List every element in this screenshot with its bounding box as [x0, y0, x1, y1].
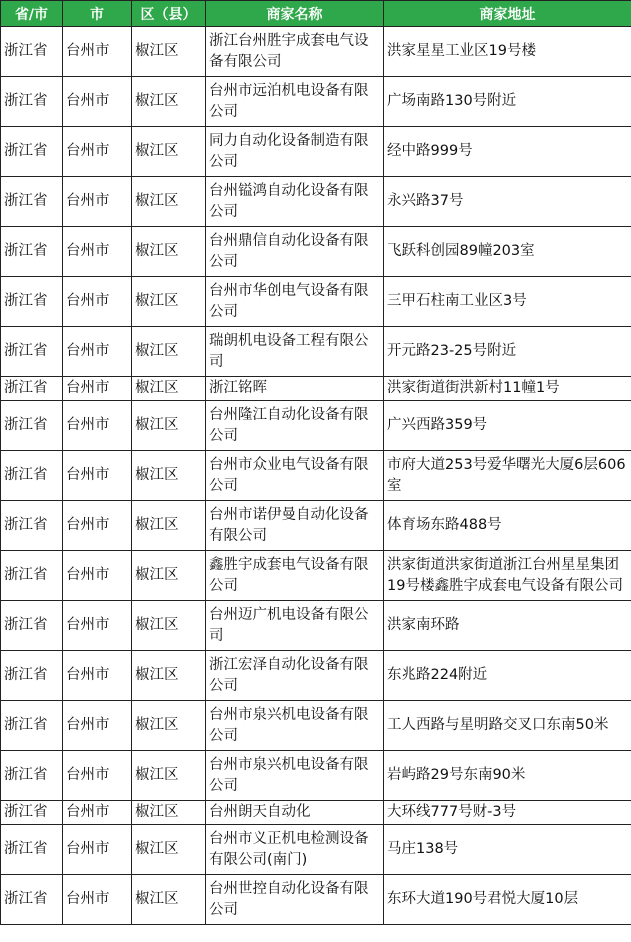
- merchant-address-cell: [384, 601, 631, 651]
- merchant-address-cell-text: 广兴西路359号: [387, 417, 488, 433]
- province-cell-text: 浙江省: [4, 93, 48, 109]
- province-cell-text: 浙江省: [4, 43, 48, 59]
- province-cell: [1, 825, 63, 875]
- merchant-name-cell: [206, 601, 384, 651]
- merchant-name-cell-text: 台州市华创电气设备有限公司: [209, 282, 369, 320]
- province-cell: [1, 27, 63, 77]
- district-cell-text: 椒江区: [135, 717, 179, 733]
- district-cell-text: 椒江区: [135, 43, 179, 59]
- header-row: [1, 1, 631, 27]
- merchant-name-cell: [206, 177, 384, 227]
- district-cell-text: 椒江区: [135, 343, 179, 359]
- header-merchant-name: 商家名称: [206, 1, 384, 27]
- province-cell: [1, 227, 63, 277]
- district-cell: [132, 801, 206, 825]
- merchant-address-cell-text: 东兆路224附近: [387, 667, 488, 683]
- city-cell: [63, 501, 132, 551]
- city-cell: [63, 601, 132, 651]
- province-cell-text: 浙江省: [4, 380, 48, 396]
- merchant-name-cell-text: 台州迈广机电设备有限公司: [209, 606, 369, 644]
- table-row: [1, 601, 631, 651]
- city-cell: [63, 825, 132, 875]
- merchant-name-cell: [206, 27, 384, 77]
- city-cell-text: 台州市: [66, 717, 110, 733]
- city-cell: [63, 401, 132, 451]
- merchant-name-cell-text: 鑫胜宇成套电气设备有限公司: [209, 556, 369, 594]
- province-cell: [1, 875, 63, 925]
- province-cell-text: 浙江省: [4, 804, 48, 820]
- header-province: 省/市: [1, 1, 63, 27]
- city-cell: [63, 127, 132, 177]
- district-cell-text: 椒江区: [135, 567, 179, 583]
- merchant-name-cell-text: 台州隆江自动化设备有限公司: [209, 406, 369, 444]
- merchant-name-cell: [206, 327, 384, 377]
- district-cell: [132, 327, 206, 377]
- header-district: 区（县）: [132, 1, 206, 27]
- merchant-address-cell-text: 工人西路与星明路交叉口东南50米: [387, 717, 609, 733]
- table-row: [1, 551, 631, 601]
- table-row: [1, 277, 631, 327]
- province-cell: [1, 651, 63, 701]
- merchant-address-cell: [384, 751, 631, 801]
- merchant-name-cell: [206, 801, 384, 825]
- table-row: [1, 651, 631, 701]
- merchant-name-cell-text: 台州世控自动化设备有限公司: [209, 880, 369, 918]
- province-cell-text: 浙江省: [4, 841, 48, 857]
- merchant-name-cell: [206, 127, 384, 177]
- district-cell: [132, 77, 206, 127]
- city-cell: [63, 875, 132, 925]
- table-row: [1, 501, 631, 551]
- district-cell-text: 椒江区: [135, 841, 179, 857]
- city-cell-text: 台州市: [66, 467, 110, 483]
- province-cell-text: 浙江省: [4, 667, 48, 683]
- merchant-address-cell: [384, 77, 631, 127]
- district-cell: [132, 751, 206, 801]
- city-cell-text: 台州市: [66, 193, 110, 209]
- merchant-address-cell-text: 东环大道190号君悦大厦10层: [387, 891, 579, 907]
- district-cell: [132, 277, 206, 327]
- merchant-address-cell-text: 飞跃科创园89幢203室: [387, 243, 535, 259]
- merchant-address-cell: [384, 177, 631, 227]
- city-cell: [63, 651, 132, 701]
- province-cell-text: 浙江省: [4, 293, 48, 309]
- merchant-address-cell: [384, 551, 631, 601]
- district-cell: [132, 825, 206, 875]
- city-cell-text: 台州市: [66, 517, 110, 533]
- province-cell-text: 浙江省: [4, 617, 48, 633]
- district-cell: [132, 177, 206, 227]
- table-row: [1, 801, 631, 825]
- merchant-address-cell: [384, 27, 631, 77]
- merchant-name-cell: [206, 701, 384, 751]
- header-merchant-address: 商家地址: [384, 1, 631, 27]
- province-cell-text: 浙江省: [4, 717, 48, 733]
- province-cell: [1, 601, 63, 651]
- province-cell: [1, 551, 63, 601]
- city-cell: [63, 177, 132, 227]
- district-cell-text: 椒江区: [135, 243, 179, 259]
- district-cell-text: 椒江区: [135, 193, 179, 209]
- merchant-address-cell-text: 市府大道253号爱华曙光大厦6层606室: [387, 456, 626, 494]
- city-cell: [63, 377, 132, 401]
- district-cell: [132, 701, 206, 751]
- province-cell: [1, 77, 63, 127]
- district-cell-text: 椒江区: [135, 804, 179, 820]
- merchant-address-cell-text: 永兴路37号: [387, 193, 464, 209]
- district-cell: [132, 27, 206, 77]
- province-cell: [1, 127, 63, 177]
- merchant-address-cell-text: 岩屿路29号东南90米: [387, 767, 526, 783]
- district-cell-text: 椒江区: [135, 467, 179, 483]
- merchant-name-cell-text: 台州朗天自动化: [209, 804, 311, 820]
- table-row: [1, 451, 631, 501]
- merchant-name-cell-text: 台州市义正机电检测设备有限公司(南门): [209, 830, 369, 868]
- province-cell: [1, 377, 63, 401]
- province-cell: [1, 751, 63, 801]
- merchant-address-cell: [384, 801, 631, 825]
- merchant-name-cell: [206, 825, 384, 875]
- province-cell-text: 浙江省: [4, 517, 48, 533]
- province-cell: [1, 451, 63, 501]
- merchant-address-cell-text: 洪家南环路: [387, 617, 460, 633]
- merchant-name-cell: [206, 377, 384, 401]
- merchant-address-cell: [384, 277, 631, 327]
- merchant-name-cell-text: 台州市泉兴机电设备有限公司: [209, 756, 369, 794]
- city-cell-text: 台州市: [66, 841, 110, 857]
- merchant-name-cell: [206, 501, 384, 551]
- province-cell-text: 浙江省: [4, 417, 48, 433]
- merchant-address-cell-text: 大环线777号财-3号: [387, 804, 517, 820]
- district-cell-text: 椒江区: [135, 767, 179, 783]
- merchant-address-cell: [384, 451, 631, 501]
- province-cell: [1, 177, 63, 227]
- table-row: [1, 825, 631, 875]
- city-cell: [63, 451, 132, 501]
- city-cell-text: 台州市: [66, 804, 110, 820]
- merchant-name-cell-text: 台州镒鸿自动化设备有限公司: [209, 182, 369, 220]
- table-row: [1, 27, 631, 77]
- district-cell: [132, 875, 206, 925]
- district-cell: [132, 227, 206, 277]
- city-cell: [63, 327, 132, 377]
- province-cell-text: 浙江省: [4, 567, 48, 583]
- merchant-name-cell-text: 台州市远泊机电设备有限公司: [209, 82, 369, 120]
- city-cell-text: 台州市: [66, 667, 110, 683]
- district-cell: [132, 501, 206, 551]
- province-cell-text: 浙江省: [4, 767, 48, 783]
- merchant-address-cell: [384, 377, 631, 401]
- merchant-address-cell-text: 体育场东路488号: [387, 517, 502, 533]
- merchant-name-cell-text: 浙江台州胜宇成套电气设备有限公司: [209, 32, 369, 70]
- merchant-name-cell-text: 瑞朗机电设备工程有限公司: [209, 332, 369, 370]
- merchant-name-cell: [206, 77, 384, 127]
- province-cell: [1, 277, 63, 327]
- table-row: [1, 751, 631, 801]
- city-cell: [63, 551, 132, 601]
- city-cell-text: 台州市: [66, 43, 110, 59]
- merchant-address-cell-text: 三甲石柱南工业区3号: [387, 293, 527, 309]
- merchant-address-cell-text: 洪家星星工业区19号楼: [387, 43, 536, 59]
- table-row: [1, 327, 631, 377]
- district-cell: [132, 551, 206, 601]
- city-cell-text: 台州市: [66, 380, 110, 396]
- district-cell-text: 椒江区: [135, 93, 179, 109]
- merchant-address-cell: [384, 651, 631, 701]
- city-cell: [63, 701, 132, 751]
- province-cell: [1, 401, 63, 451]
- merchant-name-cell: [206, 227, 384, 277]
- province-cell-text: 浙江省: [4, 143, 48, 159]
- district-cell-text: 椒江区: [135, 667, 179, 683]
- city-cell: [63, 227, 132, 277]
- merchant-address-cell: [384, 875, 631, 925]
- merchant-name-cell-text: 台州鼎信自动化设备有限公司: [209, 232, 369, 270]
- table-row: [1, 227, 631, 277]
- merchant-name-cell-text: 浙江宏泽自动化设备有限公司: [209, 656, 369, 694]
- district-cell: [132, 401, 206, 451]
- merchant-name-cell-text: 台州市诺伊曼自动化设备有限公司: [209, 506, 369, 544]
- merchant-address-cell-text: 洪家街道街洪新村11幢1号: [387, 380, 560, 396]
- province-cell-text: 浙江省: [4, 891, 48, 907]
- merchant-address-cell-text: 马庄138号: [387, 841, 459, 857]
- merchant-name-cell-text: 台州市泉兴机电设备有限公司: [209, 706, 369, 744]
- table-row: [1, 77, 631, 127]
- district-cell-text: 椒江区: [135, 891, 179, 907]
- merchant-address-cell: [384, 825, 631, 875]
- district-cell-text: 椒江区: [135, 417, 179, 433]
- city-cell-text: 台州市: [66, 243, 110, 259]
- table-row: [1, 177, 631, 227]
- merchant-address-cell-text: 经中路999号: [387, 143, 473, 159]
- merchant-name-cell-text: 同力自动化设备制造有限公司: [209, 132, 369, 170]
- district-cell: [132, 451, 206, 501]
- merchant-address-cell: [384, 327, 631, 377]
- merchant-name-cell: [206, 751, 384, 801]
- merchant-address-cell: [384, 127, 631, 177]
- city-cell: [63, 77, 132, 127]
- city-cell-text: 台州市: [66, 567, 110, 583]
- district-cell: [132, 601, 206, 651]
- province-cell-text: 浙江省: [4, 343, 48, 359]
- district-cell-text: 椒江区: [135, 617, 179, 633]
- city-cell-text: 台州市: [66, 891, 110, 907]
- province-cell: [1, 801, 63, 825]
- merchant-name-cell: [206, 875, 384, 925]
- merchant-address-cell-text: 广场南路130号附近: [387, 93, 517, 109]
- city-cell-text: 台州市: [66, 93, 110, 109]
- city-cell: [63, 751, 132, 801]
- province-cell: [1, 501, 63, 551]
- table-row: [1, 875, 631, 925]
- header-city: 市: [63, 1, 132, 27]
- merchant-name-cell: [206, 651, 384, 701]
- merchant-name-cell-text: 台州市众业电气设备有限公司: [209, 456, 369, 494]
- merchant-address-cell-text: 洪家街道洪家街道浙江台州星星集团19号楼鑫胜宇成套电气设备有限公司: [387, 556, 623, 594]
- district-cell-text: 椒江区: [135, 143, 179, 159]
- district-cell: [132, 377, 206, 401]
- province-cell-text: 浙江省: [4, 467, 48, 483]
- merchant-address-cell-text: 开元路23-25号附近: [387, 343, 517, 359]
- merchant-name-cell: [206, 277, 384, 327]
- city-cell: [63, 277, 132, 327]
- merchant-name-cell: [206, 401, 384, 451]
- city-cell-text: 台州市: [66, 617, 110, 633]
- table-row: [1, 701, 631, 751]
- city-cell: [63, 27, 132, 77]
- merchant-name-cell: [206, 551, 384, 601]
- table-row: [1, 401, 631, 451]
- merchant-address-cell: [384, 701, 631, 751]
- province-cell: [1, 701, 63, 751]
- province-cell: [1, 327, 63, 377]
- merchant-name-cell: [206, 451, 384, 501]
- district-cell-text: 椒江区: [135, 380, 179, 396]
- city-cell: [63, 801, 132, 825]
- table-row: [1, 377, 631, 401]
- city-cell-text: 台州市: [66, 293, 110, 309]
- district-cell: [132, 127, 206, 177]
- province-cell-text: 浙江省: [4, 243, 48, 259]
- district-cell-text: 椒江区: [135, 517, 179, 533]
- merchant-name-cell-text: 浙江铭晖: [209, 380, 267, 396]
- merchant-address-cell: [384, 227, 631, 277]
- district-cell-text: 椒江区: [135, 293, 179, 309]
- merchant-address-cell: [384, 501, 631, 551]
- city-cell-text: 台州市: [66, 143, 110, 159]
- city-cell-text: 台州市: [66, 767, 110, 783]
- province-cell-text: 浙江省: [4, 193, 48, 209]
- city-cell-text: 台州市: [66, 343, 110, 359]
- district-cell: [132, 651, 206, 701]
- merchant-address-cell: [384, 401, 631, 451]
- city-cell-text: 台州市: [66, 417, 110, 433]
- table-row: [1, 127, 631, 177]
